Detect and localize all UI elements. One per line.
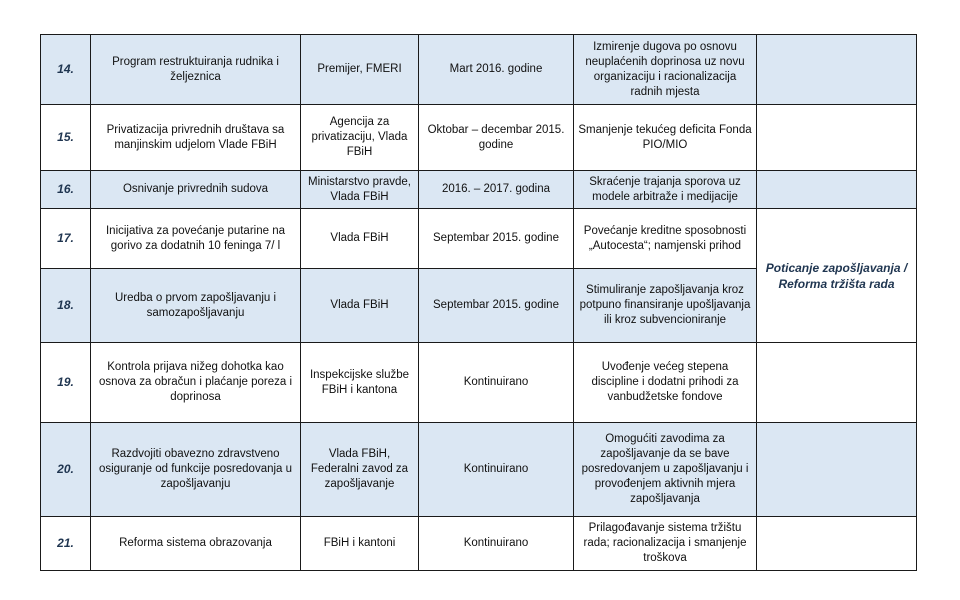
- responsible-cell: Vlada FBiH: [301, 269, 419, 343]
- deadline-cell: Kontinuirano: [419, 343, 574, 423]
- deadline-cell: 2016. – 2017. godina: [419, 171, 574, 209]
- row-number: 14.: [41, 35, 91, 105]
- table-row: [41, 343, 917, 423]
- category-cell-empty: [757, 343, 917, 423]
- category-cell: Poticanje zapošljavanja / Reforma tržišta rada: [757, 209, 917, 343]
- category-cell-empty: [757, 171, 917, 209]
- row-number: 18.: [41, 269, 91, 343]
- activity-cell: Osnivanje privrednih sudova: [91, 171, 301, 209]
- outcome-cell: Izmirenje dugova po osnovu neuplaćenih doprinosa uz novu organizaciju i racionalizacija radnih mjesta: [574, 35, 757, 105]
- responsible-cell: Inspekcijske službe FBiH i kantona: [301, 343, 419, 423]
- table-row: [41, 171, 917, 209]
- row-number: 15.: [41, 105, 91, 171]
- category-cell-empty: [757, 517, 917, 571]
- table-row: [41, 423, 917, 517]
- row-number: 20.: [41, 423, 91, 517]
- activity-cell: Razdvojiti obavezno zdravstveno osiguranje od funkcije posredovanja u zapošljavanju: [91, 423, 301, 517]
- outcome-cell: Omogućiti zavodima za zapošljavanje da se bave posredovanjem u zapošljavanju i provođenjem aktivnih mjera zapošljavanja: [574, 423, 757, 517]
- responsible-cell: Ministarstvo pravde, Vlada FBiH: [301, 171, 419, 209]
- table-row: [41, 105, 917, 171]
- table-row: [41, 35, 917, 105]
- outcome-cell: Stimuliranje zapošljavanja kroz potpuno finansiranje upošljavanja ili kroz subvencioniranje: [574, 269, 757, 343]
- row-number: 16.: [41, 171, 91, 209]
- responsible-cell: Agencija za privatizaciju, Vlada FBiH: [301, 105, 419, 171]
- responsible-cell: Premijer, FMERI: [301, 35, 419, 105]
- activity-cell: Privatizacija privrednih društava sa manjinskim udjelom Vlade FBiH: [91, 105, 301, 171]
- outcome-cell: Prilagođavanje sistema tržištu rada; racionalizacija i smanjenje troškova: [574, 517, 757, 571]
- deadline-cell: Kontinuirano: [419, 517, 574, 571]
- activity-cell: Program restruktuiranja rudnika i željeznica: [91, 35, 301, 105]
- responsible-cell: Vlada FBiH, Federalni zavod za zapošljavanje: [301, 423, 419, 517]
- deadline-cell: Mart 2016. godine: [419, 35, 574, 105]
- responsible-cell: Vlada FBiH: [301, 209, 419, 269]
- row-number: 17.: [41, 209, 91, 269]
- row-number: 21.: [41, 517, 91, 571]
- outcome-cell: Skraćenje trajanja sporova uz modele arbitraže i medijacije: [574, 171, 757, 209]
- outcome-cell: Uvođenje većeg stepena discipline i dodatni prihodi za vanbudžetske fondove: [574, 343, 757, 423]
- table-row: [41, 209, 917, 269]
- outcome-cell: Smanjenje tekućeg deficita Fonda PIO/MIO: [574, 105, 757, 171]
- category-cell-empty: [757, 105, 917, 171]
- activity-cell: Inicijativa za povećanje putarine na gorivo za dodatnih 10 feninga 7/ l: [91, 209, 301, 269]
- activity-cell: Reforma sistema obrazovanja: [91, 517, 301, 571]
- activity-cell: Kontrola prijava nižeg dohotka kao osnova za obračun i plaćanje poreza i doprinosa: [91, 343, 301, 423]
- measures-table: [40, 34, 917, 571]
- category-cell-empty: [757, 35, 917, 105]
- row-number: 19.: [41, 343, 91, 423]
- responsible-cell: FBiH i kantoni: [301, 517, 419, 571]
- deadline-cell: Septembar 2015. godine: [419, 209, 574, 269]
- category-cell-empty: [757, 423, 917, 517]
- deadline-cell: Oktobar – decembar 2015. godine: [419, 105, 574, 171]
- table-row: [41, 517, 917, 571]
- outcome-cell: Povećanje kreditne sposobnosti „Autocesta“; namjenski prihod: [574, 209, 757, 269]
- deadline-cell: Septembar 2015. godine: [419, 269, 574, 343]
- activity-cell: Uredba o prvom zapošljavanju i samozapošljavanju: [91, 269, 301, 343]
- deadline-cell: Kontinuirano: [419, 423, 574, 517]
